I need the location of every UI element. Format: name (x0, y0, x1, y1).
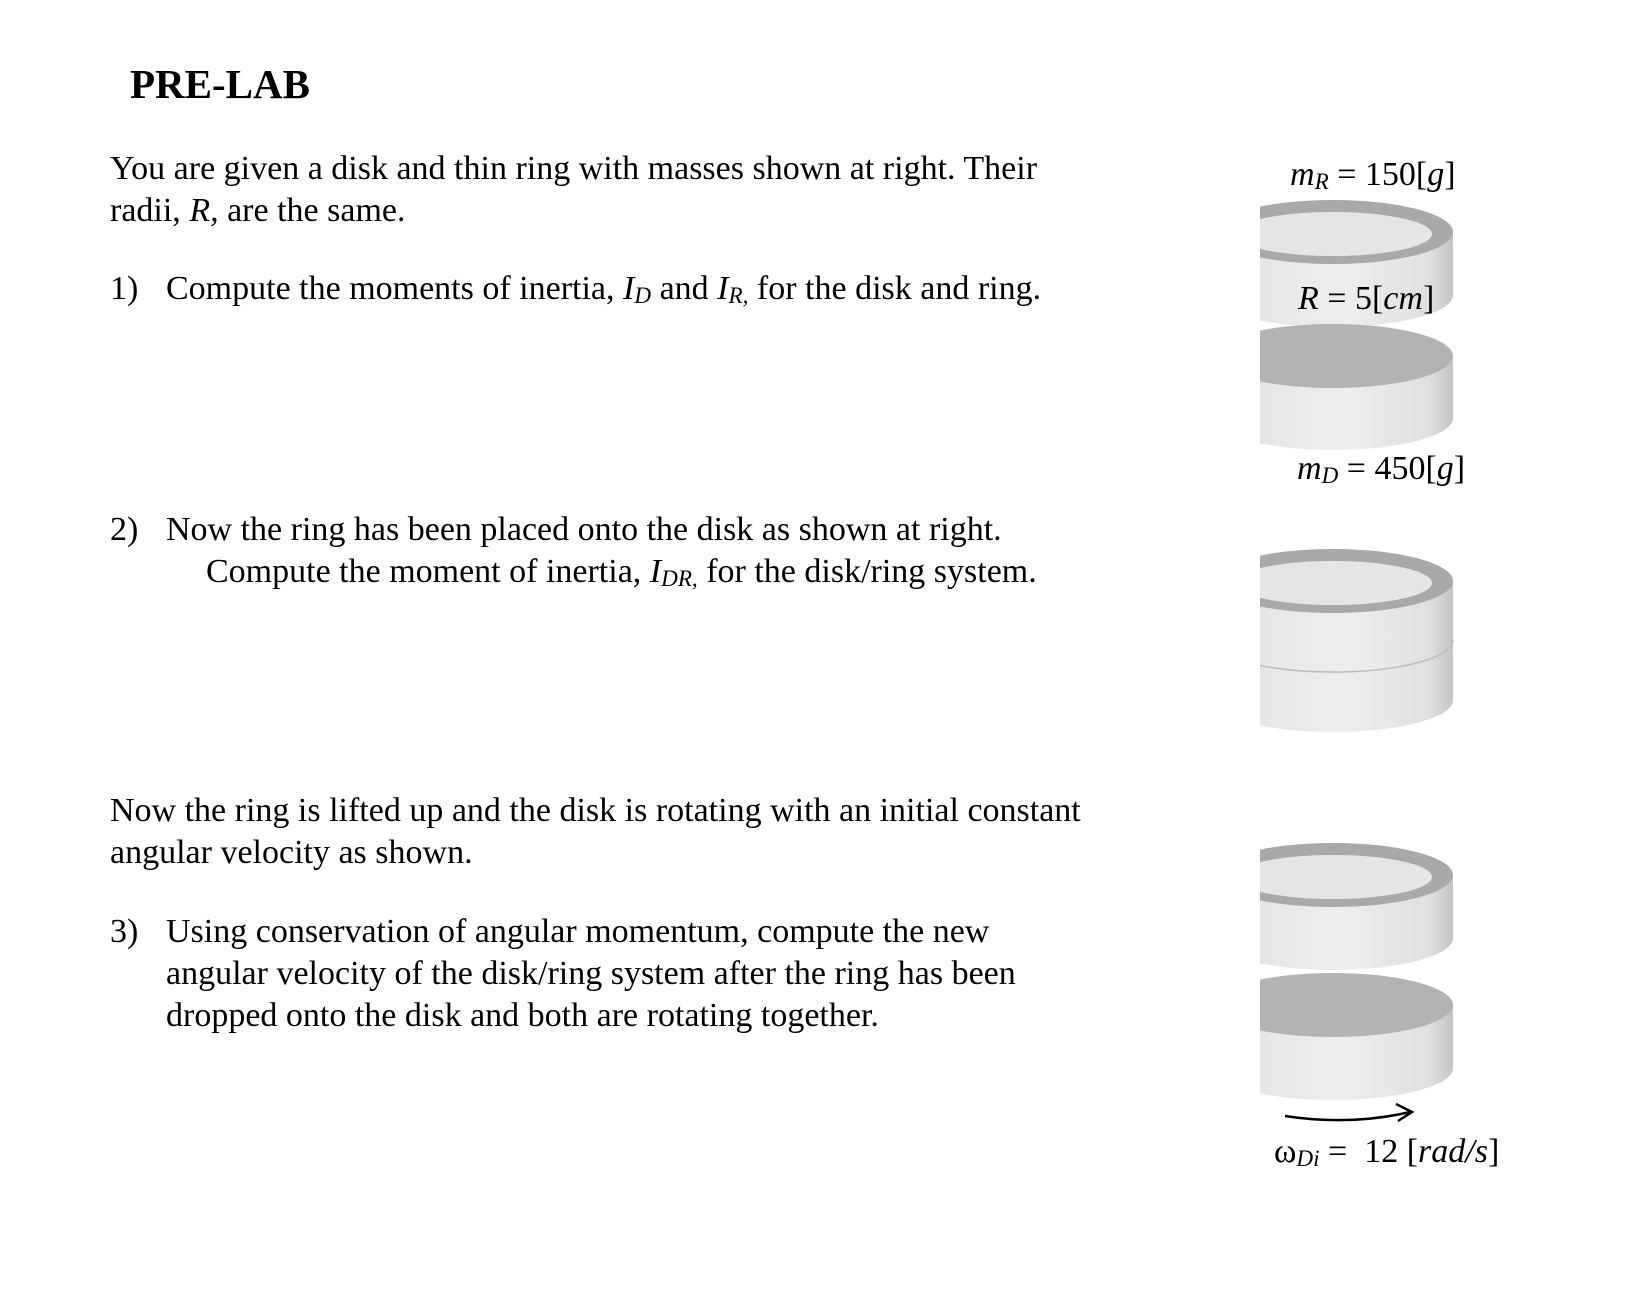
question-1-number: 1) (110, 270, 139, 307)
intro-paragraph (110, 148, 1037, 232)
question-1-text: Compute the moments of inertia, $I_D$ and $I_{R,}$ for the disk and ring. (166, 270, 1042, 310)
intro-line-2: radii, R, are the same. (110, 192, 406, 229)
ring-mass-label: $m_R = 150[g]$ (1290, 156, 1456, 196)
disk-mass-label: $m_D = 450[g]$ (1297, 450, 1466, 490)
section-3-line-1: Now the ring is lifted up and the disk is rotating with an initial constant (110, 792, 1081, 829)
question-1 (110, 268, 1041, 317)
question-2 (110, 509, 1037, 600)
section-3-line-2: angular velocity as shown. (110, 834, 473, 871)
disk-figure-1 (1260, 324, 1453, 450)
section-3-intro (110, 790, 1081, 874)
radius-label: R = 5[cm] (1298, 280, 1435, 317)
question-3-line-1: Using conservation of angular momentum, compute the new (166, 913, 990, 950)
angular-velocity-label: $\omega_{Di} = 12$ [rad/s] (1274, 1133, 1500, 1173)
question-2-line-1: Now the ring has been placed onto the disk as shown at right. (166, 511, 1002, 548)
question-3 (110, 911, 1016, 1037)
disk-figure-3 (1260, 973, 1453, 1100)
ring-disk-figures (1260, 0, 1520, 1301)
question-3-number: 3) (110, 913, 139, 950)
question-3-line-3: dropped onto the disk and both are rotating together. (166, 997, 879, 1034)
ring-figure-3 (1260, 843, 1453, 970)
question-2-line-2: Compute the moment of inertia, $I_{DR,}$ for the disk/ring system. (206, 553, 1037, 593)
question-3-line-2: angular velocity of the disk/ring system after the ring has been (166, 955, 1016, 992)
intro-line-1: You are given a disk and thin ring with masses shown at right. Their (110, 150, 1038, 187)
ring-on-disk-figure (1260, 549, 1453, 732)
page-title: PRE-LAB (130, 61, 310, 107)
rotation-arrow-icon (1285, 1104, 1412, 1121)
question-2-number: 2) (110, 511, 139, 548)
